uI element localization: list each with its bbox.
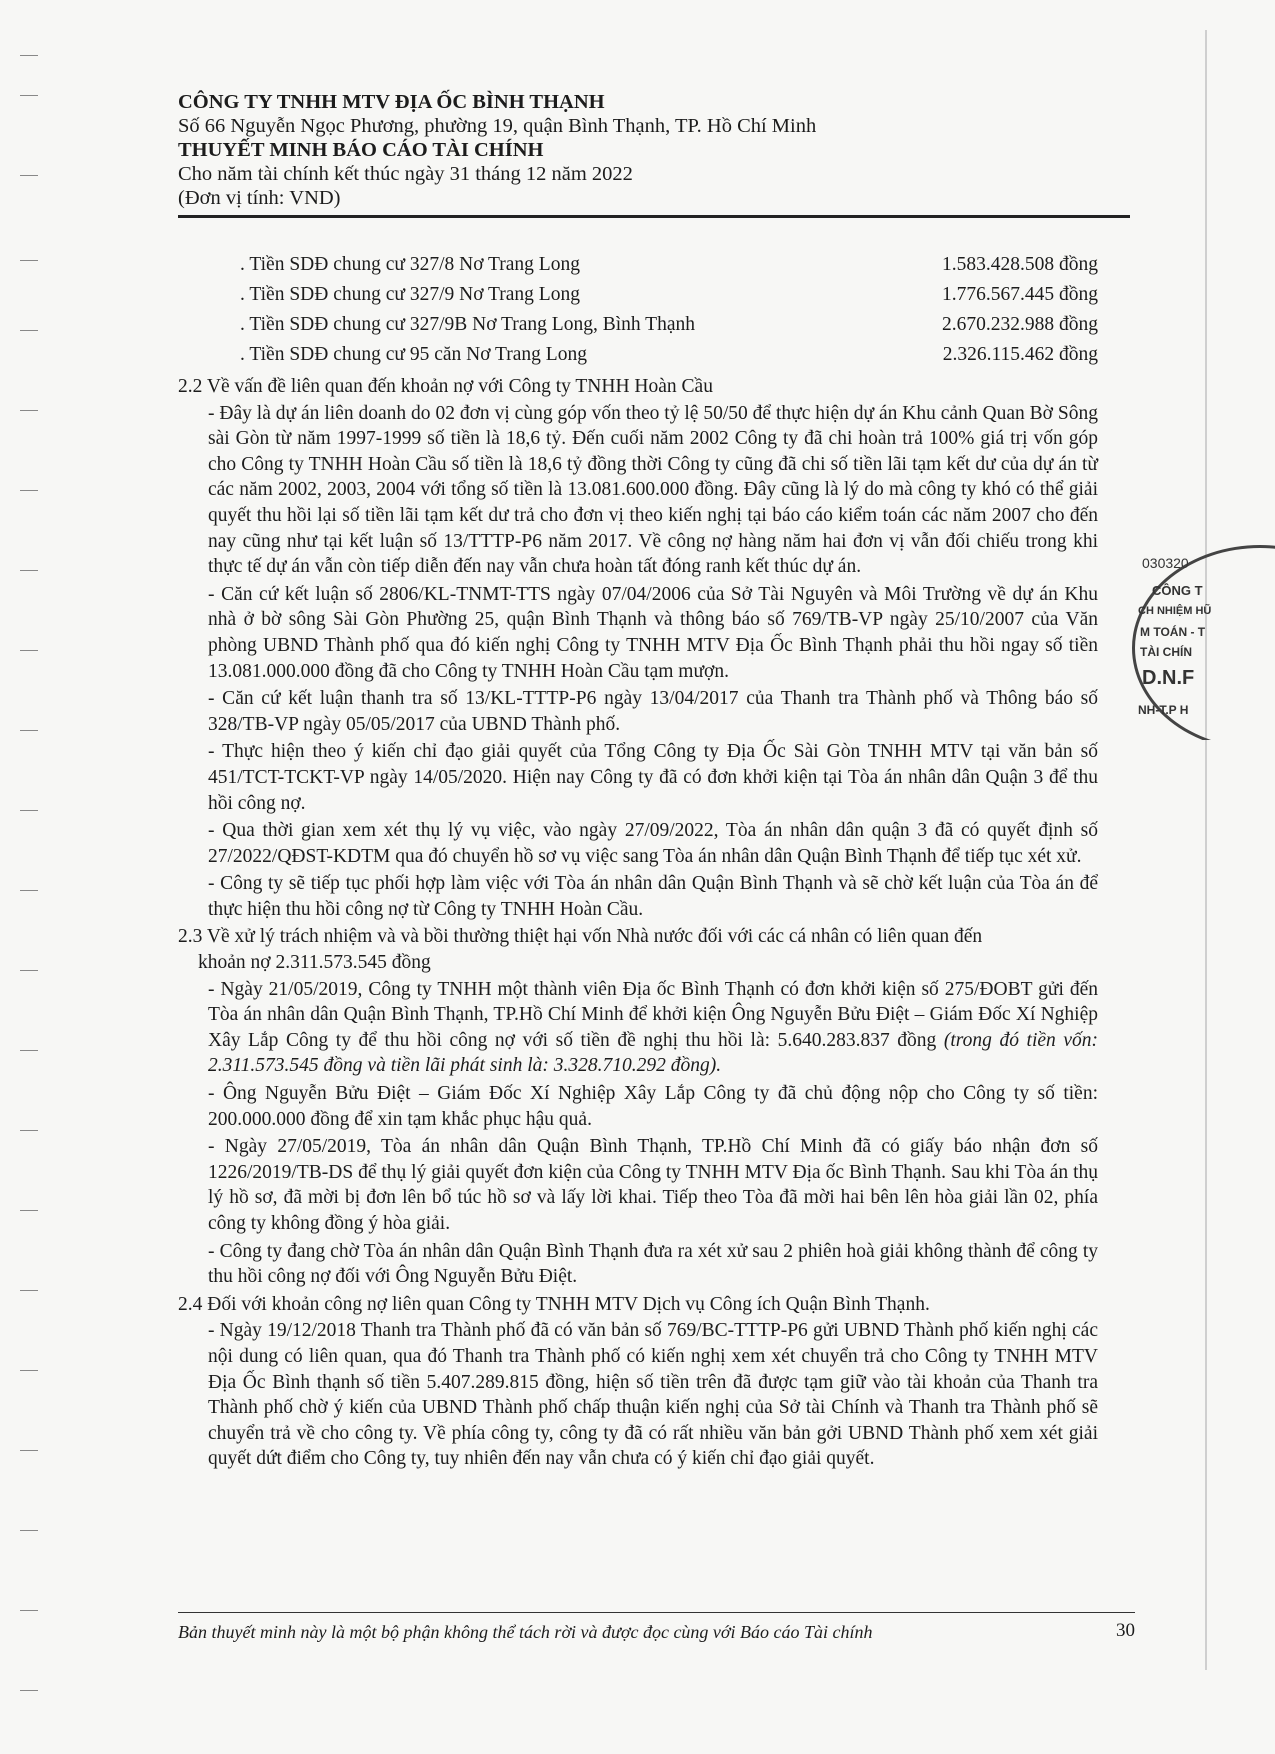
stamp-text: CÔNG T (1152, 583, 1203, 598)
item-label: . Tiền SDĐ chung cư 327/9 Nơ Trang Long (240, 284, 580, 305)
item-amount: 2.670.232.988 đồng (942, 314, 1098, 335)
paragraph: - Căn cứ kết luận thanh tra số 13/KL-TTTP-P6 ngày 13/04/2017 của Thanh tra Thành phố và Thông báo số 328/TB-VP ngày 05/05/2017 của UBND Thành phố. (208, 688, 1098, 735)
document-body (178, 252, 1098, 1474)
binding-marks (0, 0, 60, 1754)
paragraph: - Đây là dự án liên doanh do 02 đơn vị cùng góp vốn theo tỷ lệ 50/50 để thực hiện dự án Khu cảnh Quan Bờ Sông sài Gòn từ năm 1997-1999 số tiền là 18,6 tỷ. Đến cuối năm 2002 Công ty đã chi hoàn trả 100% giá trị vốn góp cho Công ty TNHH Hoàn Cầu số tiền là 18,6 tỷ đồng thời Công ty cũng đã chi số tiền lãi tạm kết dư của dự án từ các năm 2002, 2003, 2004 với tổng số tiền là 13.081.600.000 đồng. Đây cũng là lý do mà công ty khó có thể giải quyết thu hồi lại số tiền lãi tạm kết dư trả cho đơn vị theo kiến nghị tại báo cáo kiểm toán các năm 2007 cho đến nay cũng như tại kết luận số 13/TTTP-P6 năm 2017. Về công nợ hàng năm hai đơn vị vẫn đối chiếu trong khi thực tế dự án vẫn còn tiếp diễn đến nay vẫn chưa hoàn tất đóng ranh kết thúc dự án. (208, 402, 1098, 578)
document-title: THUYẾT MINH BÁO CÁO TÀI CHÍNH (178, 139, 544, 161)
item-amount: 1.583.428.508 đồng (942, 254, 1098, 275)
paragraph: - Ngày 27/05/2019, Tòa án nhân dân Quận Bình Thạnh, TP.Hồ Chí Minh đã có giấy báo nhận đơn số 1226/2019/TB-DS để thụ lý giải quyết đơn kiện của Công ty TNHH MTV Địa ốc Bình Thạnh. Sau khi Tòa án thụ lý hồ sơ, đã mời bị đơn lên bổ túc hồ sơ và lấy lời khai. Tiếp theo Tòa đã mời hai bên lên hòa giải lần 02, phía công ty không đồng ý hòa giải. (208, 1136, 1098, 1234)
company-address: Số 66 Nguyễn Ngọc Phương, phường 19, quận Bình Thạnh, TP. Hồ Chí Minh (178, 115, 817, 137)
list-item (178, 342, 1098, 372)
stamp-text: 030320 (1142, 555, 1189, 571)
footer-note: Bản thuyết minh này là một bộ phận không thể tách rời và được đọc cùng với Báo cáo Tài chính (178, 1622, 873, 1642)
paragraph: - Căn cứ kết luận số 2806/KL-TNMT-TTS ngày 07/04/2006 của Sở Tài Nguyên và Môi Trường về dự án Khu nhà ở bờ sông Sài Gòn Phường 25, quận Bình Thạnh và thông báo số 769/TB-VP ngày 25/10/2007 của Văn phòng UBND Thành phố qua đó kiến nghị Công ty TNHH MTV Địa Ốc Bình Thạnh phải thu hồi ngay số tiền 13.081.000.000 đồng đã cho Công ty TNHH Hoàn Cầu tạm mượn. (208, 583, 1098, 682)
paragraph: - Ngày 19/12/2018 Thanh tra Thành phố đã có văn bản số 769/BC-TTTP-P6 gửi UBND Thành phố kiến nghị các nội dung có liên quan, qua đó Thanh tra Thành phố có kiến nghị xem xét chuyển trả cho Công ty TNHH MTV Địa Ốc Bình thạnh số tiền 5.407.289.815 đồng, hiện số tiền trên đã được tạm giữ vào tài khoản của Thanh tra Thành phố chờ ý kiến của UBND Thành phố chấp thuận kiến nghị của Sở tài Chính và Thanh tra Thành phố sẽ chuyển trả về cho công ty. Về phía công ty, công ty đã có rất nhiều văn bản gởi UBND Thành phố xem xét giải quyết dứt điểm cho Công ty, tuy nhiên đến nay vẫn chưa có ý kiến chỉ đạo giải quyết. (208, 1320, 1098, 1470)
list-item (178, 252, 1098, 282)
item-label: . Tiền SDĐ chung cư 95 căn Nơ Trang Long (240, 344, 587, 365)
currency-unit: (Đơn vị tính: VND) (178, 187, 341, 209)
section-2-3-heading (178, 924, 1098, 975)
paragraph: - Công ty sẽ tiếp tục phối hợp làm việc với Tòa án nhân dân Quận Bình Thạnh và sẽ chờ kết luận của Tòa án để thực hiện thu hồi công nợ từ Công ty TNHH Hoàn Cầu. (208, 873, 1098, 920)
section-2-4-heading: 2.4 Đối với khoản công nợ liên quan Công ty TNHH MTV Dịch vụ Công ích Quận Bình Thạnh. (178, 1293, 930, 1315)
paragraph: - Qua thời gian xem xét thụ lý vụ việc, vào ngày 27/09/2022, Tòa án nhân dân quận 3 đã có quyết định số 27/2022/QĐST-KDTM qua đó chuyển hồ sơ vụ việc sang Tòa án nhân dân Quận Bình Thạnh để tiếp tục xét xử. (208, 820, 1098, 867)
paragraph-text: - Ngày 21/05/2019, Công ty TNHH một thành viên Địa ốc Bình Thạnh có đơn khởi kiện số 275/ĐOBT gửi đến Tòa án nhân dân Quận Bình Thạnh, TP.Hồ Chí Minh để khởi kiện Ông Nguyễn Bửu Điệt – Giám Đốc Xí Nghiệp Xây Lắp Công ty để thu hồi công nợ với số tiền đề nghị thu hồi là: 5.640.283.837 đồng (208, 978, 1098, 1051)
document-header (178, 90, 1138, 210)
heading-line: khoản nợ 2.311.573.545 đồng (198, 952, 431, 974)
heading-line: 2.3 Về xử lý trách nhiệm và và bồi thường thiệt hại vốn Nhà nước đối với các cá nhân có liên quan đến (178, 926, 983, 948)
header-rule (178, 215, 1130, 218)
section-2-2-heading: 2.2 Về vấn đề liên quan đến khoản nợ với Công ty TNHH Hoàn Cầu (178, 376, 713, 397)
audit-stamp (1132, 545, 1275, 740)
page-edge-shadow (1205, 30, 1207, 1670)
paragraph: - Ông Nguyễn Bửu Điệt – Giám Đốc Xí Nghiệp Xây Lắp Công ty đã chủ động nộp cho Công ty số tiền: 200.000.000 đồng để xin tạm khắc phục hậu quả. (208, 1083, 1098, 1130)
footer-rule (178, 1612, 1135, 1613)
stamp-text: NH-T.P H (1138, 703, 1189, 717)
stamp-text: D.N.F (1142, 667, 1195, 689)
report-period: Cho năm tài chính kết thúc ngày 31 tháng 12 năm 2022 (178, 163, 633, 185)
item-amount: 2.326.115.462 đồng (942, 344, 1098, 365)
list-item (178, 282, 1098, 312)
list-item (178, 312, 1098, 342)
item-amount: 1.776.567.445 đồng (942, 284, 1098, 305)
page-number: 30 (1116, 1620, 1135, 1641)
stamp-text: M TOÁN - T (1140, 625, 1206, 639)
company-name: CÔNG TY TNHH MTV ĐỊA ỐC BÌNH THẠNH (178, 91, 605, 113)
paragraph: - Công ty đang chờ Tòa án nhân dân Quận Bình Thạnh đưa ra xét xử sau 2 phiên hoà giải không thành để công ty thu hồi công nợ đối với Ông Nguyễn Bửu Điệt. (208, 1240, 1098, 1288)
paragraph-italic-note: (trong đó tiền vốn: 2.311.573.545 đồng và tiền lãi phát sinh là: 3.328.710.292 đồng). (208, 1029, 1099, 1077)
item-label: . Tiền SDĐ chung cư 327/8 Nơ Trang Long (240, 254, 580, 275)
stamp-text: TÀI CHÍN (1140, 645, 1192, 659)
stamp-text: CH NHIỆM HŨ (1138, 605, 1212, 617)
paragraph: - Thực hiện theo ý kiến chỉ đạo giải quyết của Tổng Công ty Địa Ốc Sài Gòn TNHH MTV tại văn bản số 451/TCT-TCKT-VP ngày 14/05/2020. Hiện nay Công ty đã có đơn khởi kiện tại Tòa án nhân dân Quận 3 để thu hồi công nợ. (208, 741, 1098, 814)
paragraph (178, 977, 1098, 1079)
item-label: . Tiền SDĐ chung cư 327/9B Nơ Trang Long, Bình Thạnh (240, 314, 695, 335)
